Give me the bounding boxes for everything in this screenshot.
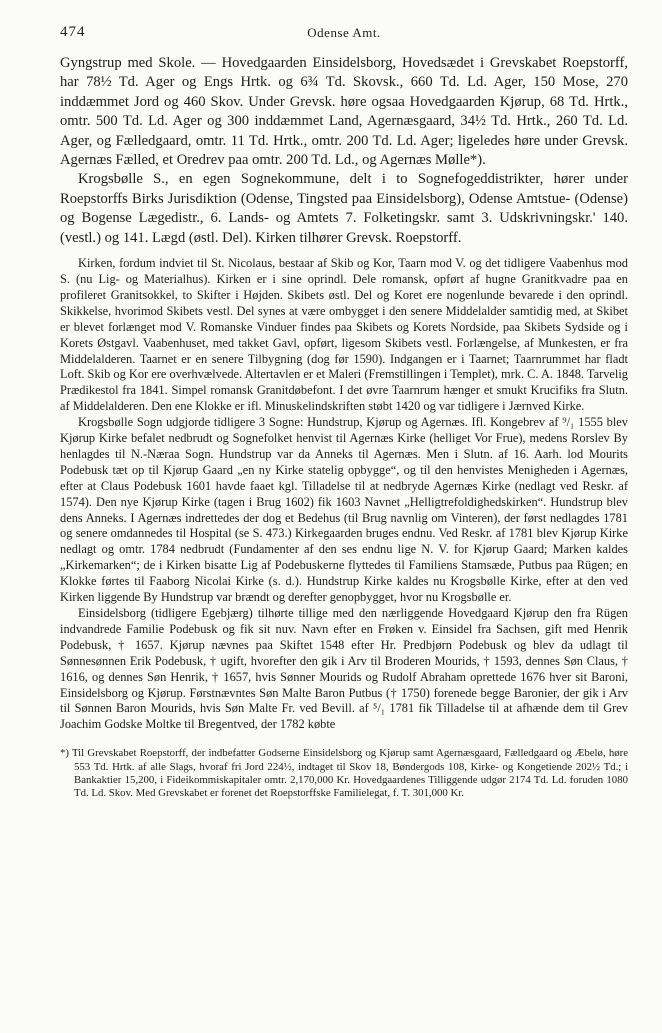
page-header <box>60 24 628 54</box>
footnote: *) Til Grevskabet Roepstorff, der indbefatter Godserne Einsidelsborg og Kjørup samt Agernæsgaard, Fælledgaard og Æbelø, høre 553 Td. Hrtk. af alle Slags, hvoraf fri Jord 224½, indtaget til Skov 18, Bøndergods 108, Kirke- og Kongetiende 202½ Td.; i Bankaktier 15,200, i Fideikommiskapitaler omtr. 2,170,000 Kr. Hovedgaardenes Tilliggende udgør 2174 Td. Ld. foruden 1080 Td. Ld. Skov. Med Grevskabet er forenet det Roepstorffske Familielegat, f. T. 301,000 Kr. <box>60 747 628 800</box>
paragraph-krogsboelle: Krogsbølle S., en egen Sognekommune, delt i to Sognefogeddistrikter, hører under Roepstorffs Birks Jurisdiktion (Odense, Tingsted paa Einsidelsborg), Odense Amtstue- (Odense) og Bogense Lægedistr., 6. Lands- og Amtets 7. Folketingskr. samt 3. Udskrivningskr.' 140. (vestl.) og 141. Lægd (østl. Del). Kirken tilhører Grevsk. Roepstorff. <box>60 171 628 246</box>
paragraph-sogn-history: Krogsbølle Sogn udgjorde tidligere 3 Sogne: Hundstrup, Kjørup og Agernæs. Ifl. Kongebrev af ⁹/₁ 1555 blev Kjørup Kirke befalet nedbrudt og Sognefolket henvist til Agernæs Kirke (helliget Vor Frue), medens Rorslev By henlagdes til N.-Næraa Sogn. Hundstrup var da Anneks til Agernæs. Men i Slutn. af 16. Aarh. lod Mourits Podebusk tæt op til Kjørup Gaard „en ny Kirke statelig opbygge“, og til den henvistes Menigheden i Agernæs, efter at Claus Podebusk 1601 havde faaet kgl. Tilladelse til at nedbryde Agernæs Kirke (nedlagt ved Reskr. af 1574). Den nye Kjørup Kirke (tagen i Brug 1602) fik 1603 Navnet „Helligtrefoldighedskirken“. Hundstrup blev dens Anneks. I Agernæs indrettedes der dog et Bedehus (til Brug navnlig om Vinteren), der først nedlagdes 1781 og senere omdannedes til Hospital (se S. 473.) Kirkegaarden bruges endnu. Ved Reskr. af 1781 blev Kjørup Kirke nedlagt og omtr. 1784 nedbrudt (Fundamenter af den ses endnu lige N. V. for Kjørup Gaard; Marken kaldes „Kirkemarken“; de i Kirken bisatte Lig af Podebuskerne flyttedes til Familiens Stamsæde, Putbus paa Rügen; en Klokke førtes til Faaborg Nicolai Kirke (s. d.). Hundstrup Kirke kaldes nu Krogsbølle Kirke, efter at den ved Kirken liggende By Hundstrup var brændt og derefter genopbygget, hvor nu Krogsbølle er. <box>60 415 628 605</box>
paragraph-einsidelsborg: Einsidelsborg (tidligere Egebjærg) tilhørte tillige med den nærliggende Hovedgaard Kjørup den fra Rügen indvandrede Familie Podebusk og fik sit nuv. Navn efter en Frøken v. Einsidel fra Sachsen, gift med Henrik Podebusk, † 1657. Kjørup nævnes paa Skiftet 1548 efter Hr. Predbjørn Podebusk og blev da udlagt til Sønnesønnen Erik Podebusk, † ugift, hvorefter den gik i Arv til Broderen Mourids, † 1593, dennes Søn Claus, † 1616, og dennes Søn Henrik, † 1657, hvis Sønner Mourids og Rudolf Abraham oprettede 1676 hver sit Baroni, Einsidelsborg og Kjørup. Førstnævntes Søn Malte Baron Putbus († 1750) forenede begge Baronier, der gik i Arv til Sønnen Baron Mourids, hvis Søn Malte Fr. ved Bevill. af ⁵/₁ 1781 fik Tilladelse til at afhænde dem til Grev Joachim Godske Moltke til Bregentved, der 1782 købte <box>60 606 628 732</box>
paragraph-gyngstrup: Gyngstrup med Skole. — Hovedgaarden Einsidelsborg, Hovedsædet i Grevskabet Roepstorff, har 78½ Td. Ager og Engs Hrtk. og 6¾ Td. Skovsk., 660 Td. Ld. Ager, 150 Mose, 270 inddæmmet Jord og 460 Skov. Under Grevsk. høre ogsaa Hovedgaarden Kjørup, 68 Td. Hrtk., omtr. 500 Td. Ld. Ager og 300 inddæmmet Land, Agernæsgaard, 34½ Td. Hrtk., 260 Td. Ld. Ager, og Fælledgaard, omtr. 11 Td. Hrtk., omtr. 200 Td. Ld. Ager; ligeledes høre under Grevsk. Agernæs Fælled, et Oredrev paa omtr. 200 Td. Ld., og Agernæs Mølle*). <box>60 55 628 169</box>
page-number: 474 <box>60 24 86 40</box>
paragraph-kirken: Kirken, fordum indviet til St. Nicolaus, bestaar af Skib og Kor, Taarn mod V. og det tidligere Vaabenhus mod S. (nu Lig- og Materialhus). Kirken er i sine oprindl. Dele romansk, opført af hugne Granitkvadre paa en profileret Granitsokkel, to Skifter i Højden. Skibets østl. Del og Koret ere nogenlunde bevarede i den oprindl. Skikkelse, hvorimod Skibets vestl. Del synes at være ombygget i den senere Middelalder samtidig med, at Skibet er blevet forlænget mod V. Romanske Vinduer findes paa Skibets og Korets Nordside, paa Skibets Sydside og i Korets Østgavl. Vaabenhuset, med takket Gavl, opført, ligesom Skibets vestl. Forlængelse, af Munkesten, er fra Middelalderen. Taarnet er en senere Tilbygning (dog før 1590). Indgangen er i Taarnet; Taarnrummet har fladt Loft. Skib og Kor ere overhvælvede. Altertavlen er et Maleri (Fremstillingen i Templet), mrk. C. A. 1848. Tarvelig Prædikestol fra 1841. Simpel romansk Granitdøbefont. I det øvre Taarnrum hænger et smukt Krucifiks fra Slutn. af Middelalderen. Den ene Klokke er ifl. Minuskelindskriften støbt 1420 og var tidligere i Jærnved Kirke. <box>60 256 628 414</box>
running-head: Odense Amt. <box>307 25 381 40</box>
